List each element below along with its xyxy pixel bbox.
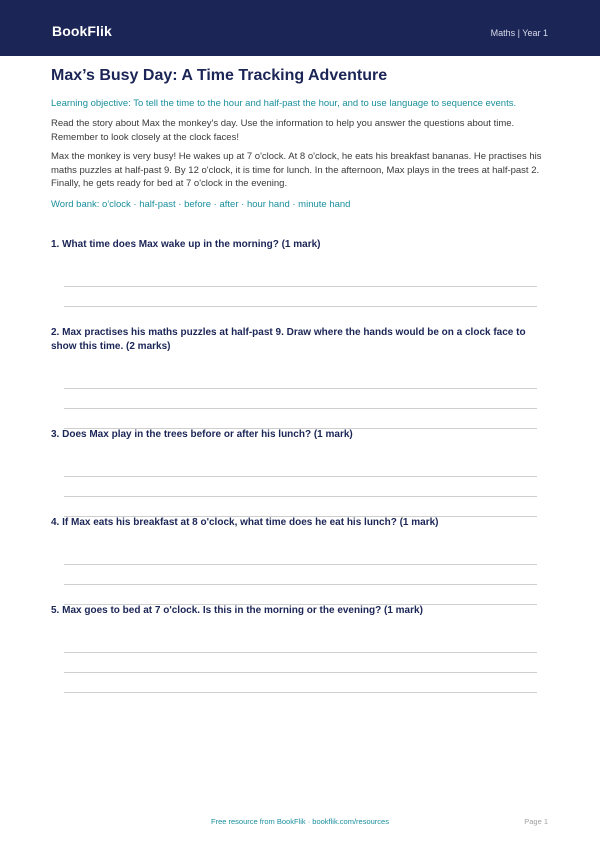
question-1: 1. What time does Max wake up in the morning? (1 mark): [51, 239, 321, 250]
question-4: 4. If Max eats his breakfast at 8 o'clock, what time does he eat his lunch? (1 mark): [51, 517, 439, 528]
worksheet-intro: [51, 67, 551, 211]
answer-line[interactable]: [64, 692, 537, 693]
intro-paragraph: Read the story about Max the monkey's day. Use the information to help you answer the questions about time. Remember to look closely at the clock faces!: [51, 118, 515, 143]
answer-line[interactable]: [64, 388, 537, 389]
answer-line[interactable]: [64, 306, 537, 307]
brand-logo[interactable]: BookFlik: [52, 23, 112, 39]
worksheet-title: Max’s Busy Day: A Time Tracking Adventure: [51, 67, 388, 84]
learning-objective: Learning objective: To tell the time to the hour and half-past the hour, and to use language to sequence events.: [51, 98, 517, 109]
answer-line[interactable]: [64, 672, 537, 673]
question-2: 2. Max practises his maths puzzles at half-past 9. Draw where the hands would be on a clock face to show this time. (2 marks): [51, 327, 526, 352]
word-bank: Word bank: o'clock · half-past · before · after · hour hand · minute hand: [51, 198, 351, 210]
question-5: 5. Max goes to bed at 7 o'clock. Is this in the morning or the evening? (1 mark): [51, 605, 423, 616]
answer-line[interactable]: [64, 584, 537, 585]
answer-line[interactable]: [64, 496, 537, 497]
answer-line[interactable]: [64, 408, 537, 409]
footer-source[interactable]: Free resource from BookFlik · bookflik.com/resources: [211, 817, 389, 826]
story-paragraph: Max the monkey is very busy! He wakes up at 7 o'clock. At 8 o'clock, he eats his breakfast bananas. He practises his maths puzzles at half-past 9. By 12 o'clock, it is time for lunch. In the afternoon, Max plays in the trees at half-past 2. Finally, he gets ready for bed at 7 o'clock in the evening.: [51, 151, 542, 189]
answer-line[interactable]: [64, 652, 537, 653]
answer-line[interactable]: [64, 564, 537, 565]
page-header: [0, 0, 600, 56]
subject-year-label: Maths | Year 1: [490, 28, 548, 38]
question-3: 3. Does Max play in the trees before or after his lunch? (1 mark): [51, 429, 353, 440]
page-number: Page 1: [524, 817, 548, 826]
answer-line[interactable]: [64, 476, 537, 477]
answer-line[interactable]: [64, 286, 537, 287]
